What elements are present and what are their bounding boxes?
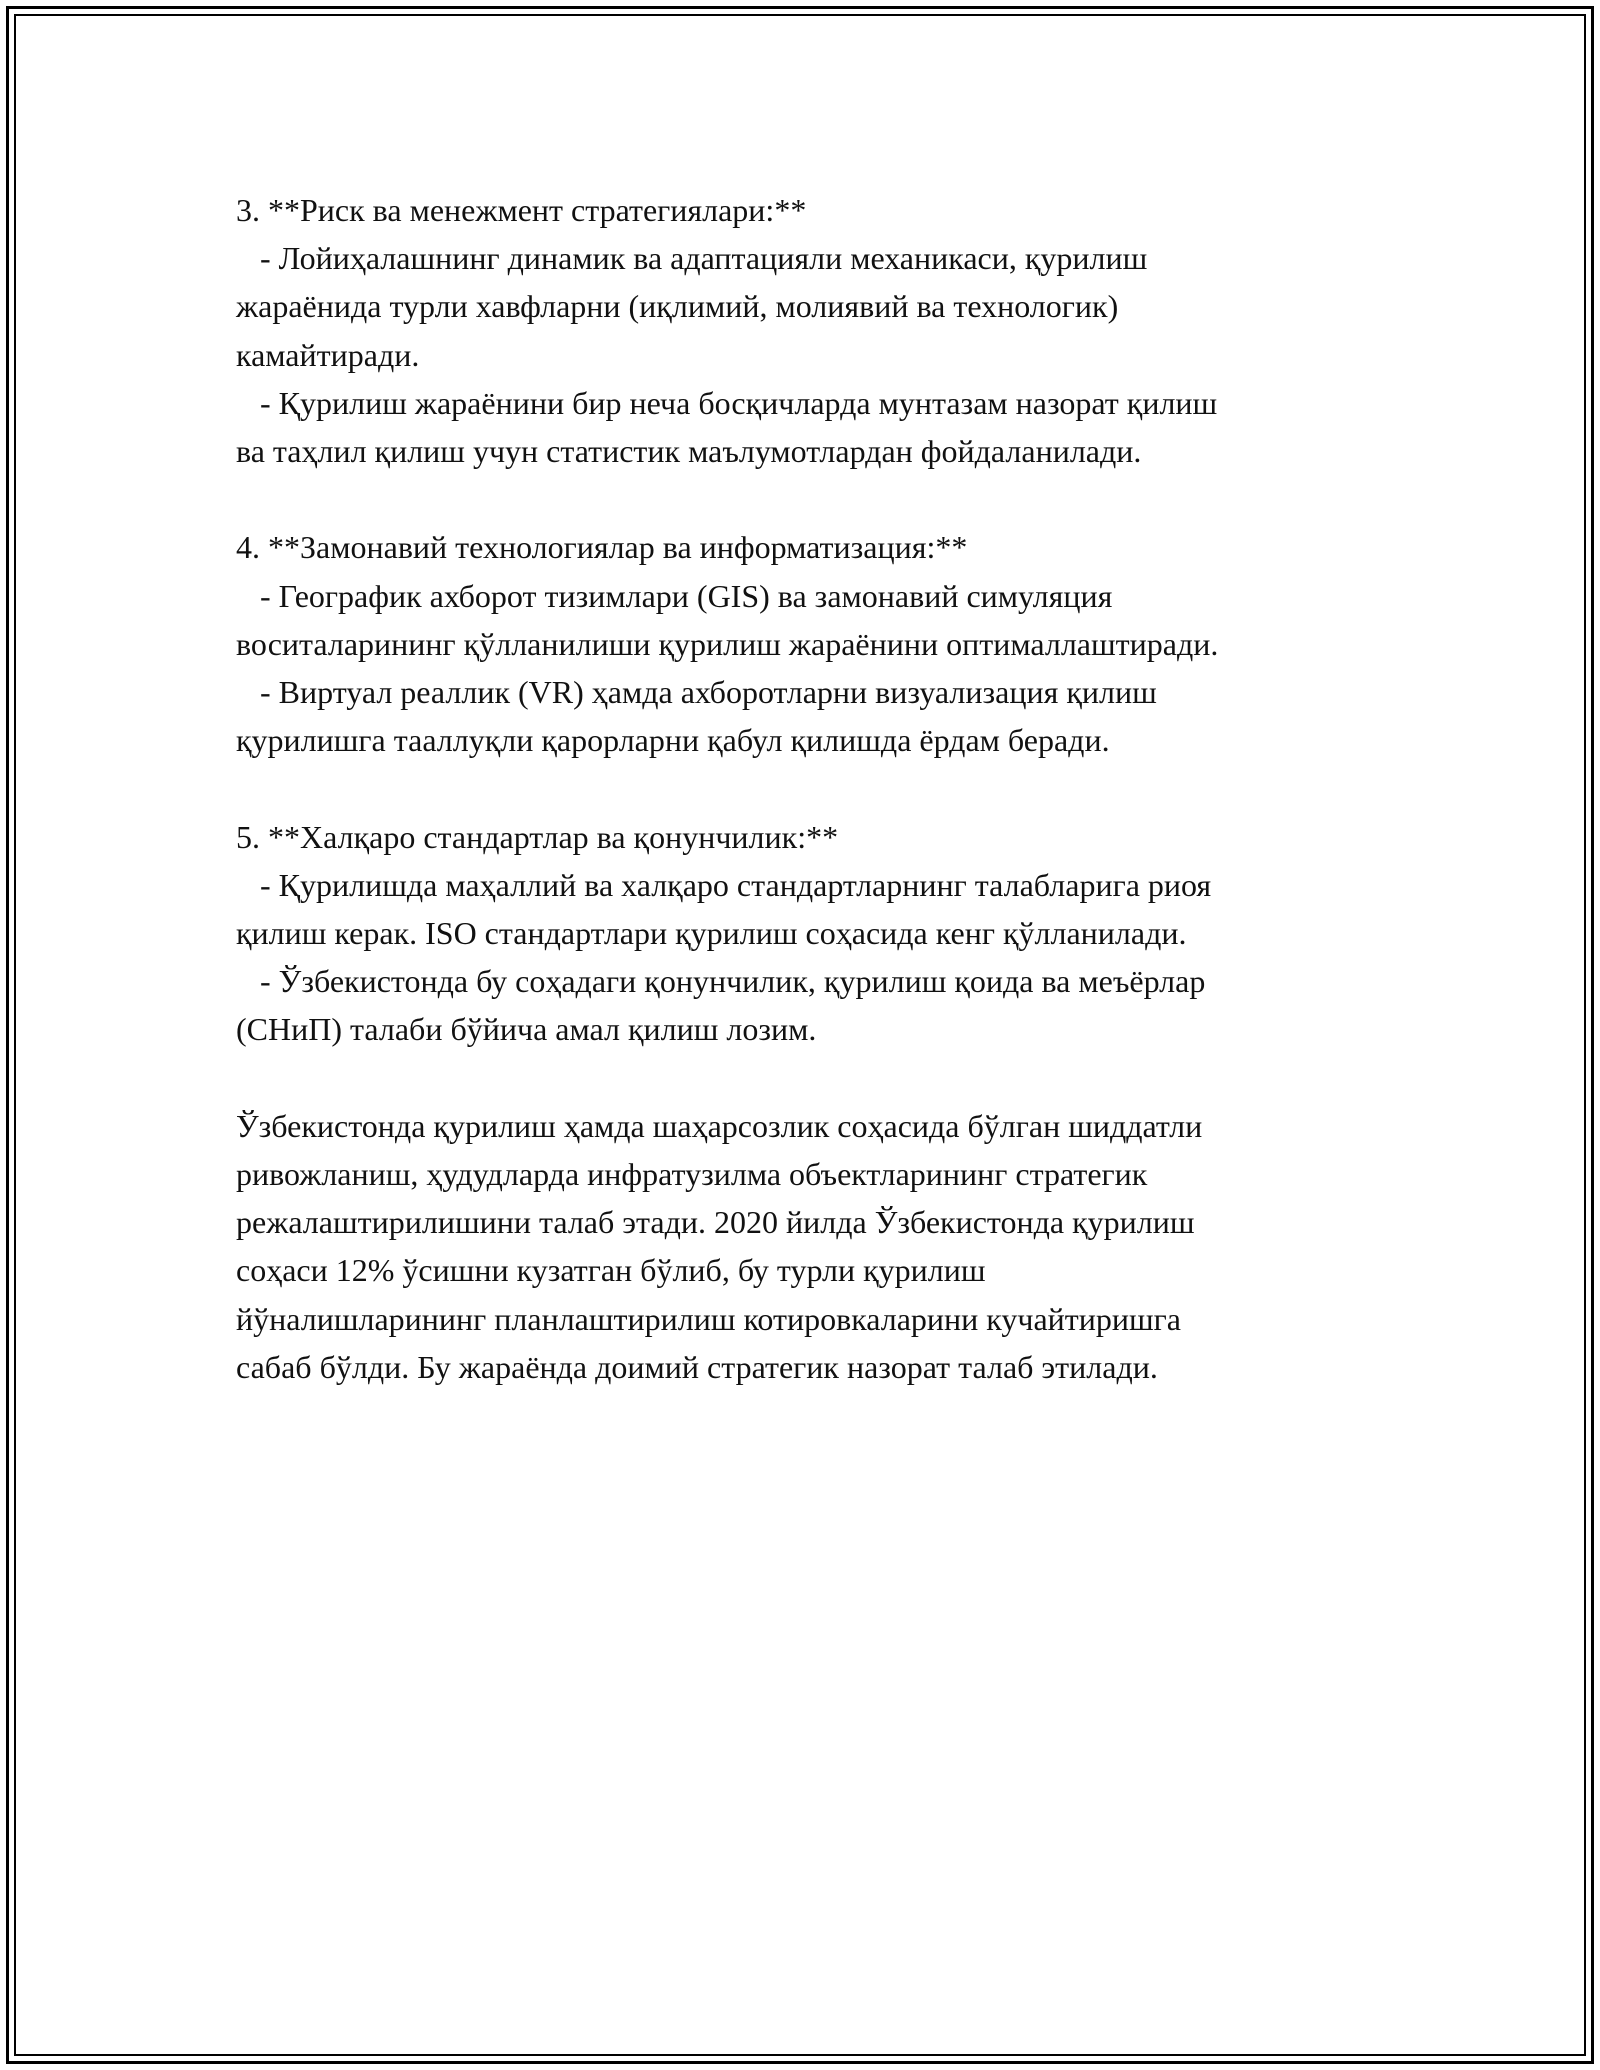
paragraph-gap (236, 764, 1386, 812)
closing-paragraph-line: Ўзбекистонда қурилиш ҳамда шаҳарсозлик соҳасида бўлган шиддатли (236, 1107, 1203, 1144)
closing-paragraph-line: соҳаси 12% ўсишни кузатган бўлиб, бу турли қурилиш (236, 1252, 986, 1289)
paragraph-gap (236, 475, 1386, 523)
document-body (236, 186, 1386, 1391)
section-4-text-line: воситаларининг қўлланилиши қурилиш жараёнини оптималлаштиради. (236, 625, 1219, 662)
section-3-text-line: ва таҳлил қилиш учун статистик маълумотлардан фойдаланилади. (236, 433, 1142, 470)
section-5-text-line: (СНиП) талаби бўйича амал қилиш лозим. (236, 1011, 817, 1048)
paragraph-gap (236, 1054, 1386, 1102)
closing-paragraph-line: ривожланиш, ҳудудларда инфратузилма объектларининг стратегик (236, 1156, 1148, 1193)
section-3-text-line: - Қурилиш жараёнини бир неча босқичларда мунтазам назорат қилиш (236, 384, 1218, 421)
closing-paragraph-line: сабаб бўлди. Бу жараёнда доимий стратегик назорат талаб этилади. (236, 1348, 1158, 1385)
section-3-text-line: жараёнида турли хавфларни (иқлимий, молиявий ва технологик) (236, 288, 1119, 325)
section-5-text-line: - Қурилишда маҳаллий ва халқаро стандартларнинг талабларига риоя (236, 866, 1212, 903)
section-4-text-line: - Географик ахборот тизимлари (GIS) ва замонавий симуляция (236, 577, 1113, 614)
closing-paragraph-line: йўналишларининг планлаштирилиш котировкаларини кучайтиришга (236, 1300, 1181, 1337)
section-3-heading: 3. **Риск ва менежмент стратегиялари:** (236, 192, 807, 228)
section-4-text-line: қурилишга тааллуқли қарорларни қабул қилишда ёрдам беради. (236, 722, 1110, 759)
section-5-heading: 5. **Халқаро стандартлар ва қонунчилик:** (236, 818, 839, 855)
section-4-text-line: - Виртуал реаллик (VR) ҳамда ахборотларни визуализация қилиш (236, 674, 1157, 711)
section-5-text-line: - Ўзбекистонда бу соҳадаги қонунчилик, қурилиш қоида ва меъёрлар (236, 963, 1206, 1000)
section-4-heading: 4. **Замонавий технологиялар ва информатизация:** (236, 529, 968, 566)
closing-paragraph-line: режалаштирилишини талаб этади. 2020 йилда Ўзбекистонда қурилиш (236, 1204, 1195, 1241)
section-3-text-line: - Лойиҳалашнинг динамик ва адаптацияли механикаси, қурилиш (236, 240, 1148, 277)
section-5-text-line: қилиш керак. ISO стандартлари қурилиш соҳасида кенг қўлланилади. (236, 915, 1187, 952)
section-3-text-line: камайтиради. (236, 336, 420, 373)
